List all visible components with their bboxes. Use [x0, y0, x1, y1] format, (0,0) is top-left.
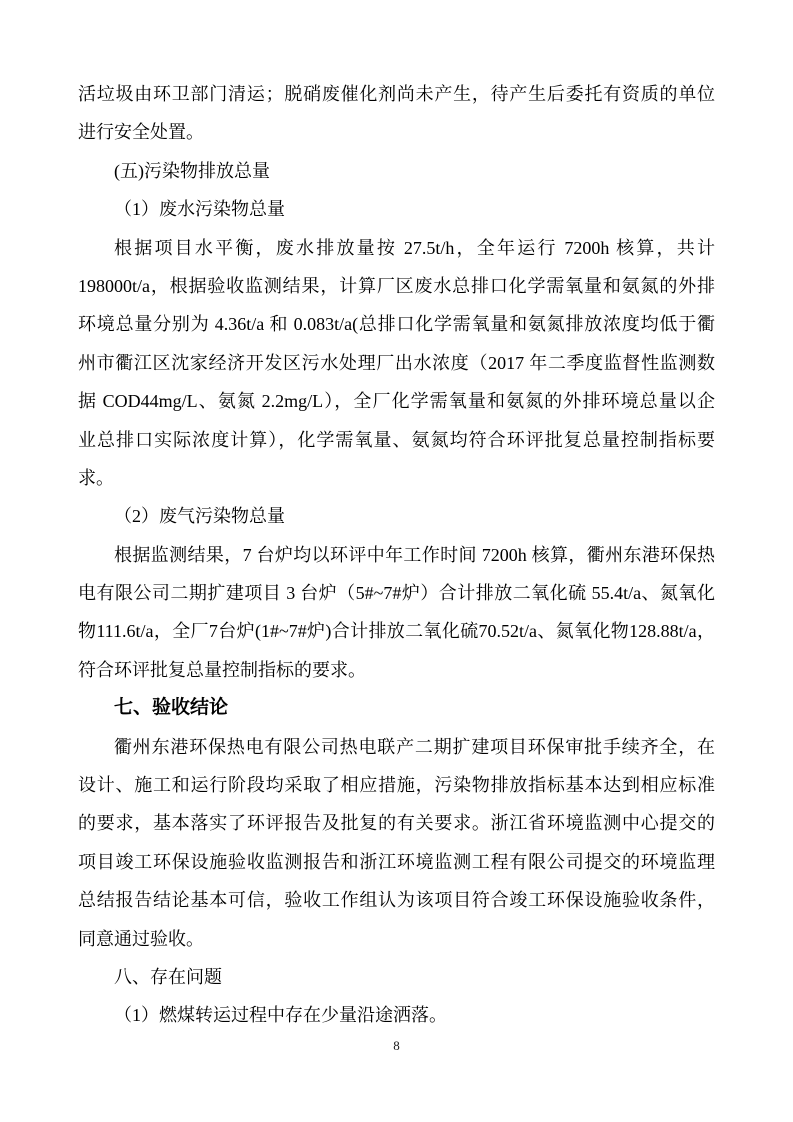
- section-heading: [78, 689, 715, 727]
- paragraph: [78, 229, 715, 498]
- paragraph: [78, 958, 715, 996]
- text-line: 同意通过验收。: [78, 928, 204, 949]
- page-number: 8: [393, 1038, 400, 1053]
- text-line: 198000t/a，根据验收监测结果，计算厂区废水总排口化学需氧量和氨氮的外排: [78, 275, 715, 296]
- text-line: (五)污染物排放总量: [114, 160, 270, 181]
- text-line: 项目竣工环保设施验收监测报告和浙江环境监测工程有限公司提交的环境监理: [78, 851, 715, 872]
- text-line: 七、验收结论: [114, 697, 229, 719]
- paragraph: [78, 536, 715, 690]
- paragraph: [78, 152, 715, 190]
- paragraph: [78, 190, 715, 228]
- text-line: 电有限公司二期扩建项目 3 台炉（5#~7#炉）合计排放二氧化硫 55.4t/a、氮氧化: [78, 583, 715, 604]
- text-line: 八、存在问题: [114, 966, 222, 987]
- document-content: [78, 75, 715, 1035]
- text-line: （1）废水污染物总量: [114, 199, 285, 220]
- text-line: 州市衢江区沈家经济开发区污水处理厂出水浓度（2017 年二季度监督性监测数: [78, 352, 715, 373]
- text-line: 根据项目水平衡，废水排放量按 27.5t/h，全年运行 7200h 核算，共计: [114, 237, 715, 258]
- text-line: 的要求，基本落实了环评报告及批复的有关要求。浙江省环境监测中心提交的: [78, 813, 715, 834]
- text-line: 进行安全处置。: [78, 122, 204, 143]
- text-line: 符合环评批复总量控制指标的要求。: [78, 659, 366, 680]
- text-line: 根据监测结果，7 台炉均以环评中年工作时间 7200h 核算，衢州东港环保热: [114, 544, 715, 565]
- text-line: 据 COD44mg/L、氨氮 2.2mg/L），全厂化学需氧量和氨氮的外排环境总量以企: [78, 391, 715, 412]
- text-line: （1）燃煤转运过程中存在少量沿途洒落。: [114, 1005, 447, 1026]
- text-line: 设计、施工和运行阶段均采取了相应措施，污染物排放指标基本达到相应标准: [78, 775, 715, 796]
- text-line: （2）废气污染物总量: [114, 506, 285, 527]
- text-line: 衢州东港环保热电有限公司热电联产二期扩建项目环保审批手续齐全，在: [114, 736, 715, 757]
- paragraph: [78, 996, 715, 1034]
- text-line: 总结报告结论基本可信，验收工作组认为该项目符合竣工环保设施验收条件，: [78, 890, 715, 911]
- paragraph: [78, 75, 715, 152]
- text-line: 求。: [78, 467, 114, 488]
- text-line: 物111.6t/a，全厂7台炉(1#~7#炉)合计排放二氧化硫70.52t/a、氮氧化物128.88t/a，: [78, 621, 715, 642]
- text-line: 环境总量分别为 4.36t/a 和 0.083t/a(总排口化学需氧量和氨氮排放浓度均低于衢: [78, 314, 715, 335]
- text-line: 业总排口实际浓度计算），化学需氧量、氨氮均符合环评批复总量控制指标要: [78, 429, 715, 450]
- paragraph: [78, 728, 715, 958]
- paragraph: [78, 497, 715, 535]
- text-line: 活垃圾由环卫部门清运；脱硝废催化剂尚未产生，待产生后委托有资质的单位: [78, 84, 715, 104]
